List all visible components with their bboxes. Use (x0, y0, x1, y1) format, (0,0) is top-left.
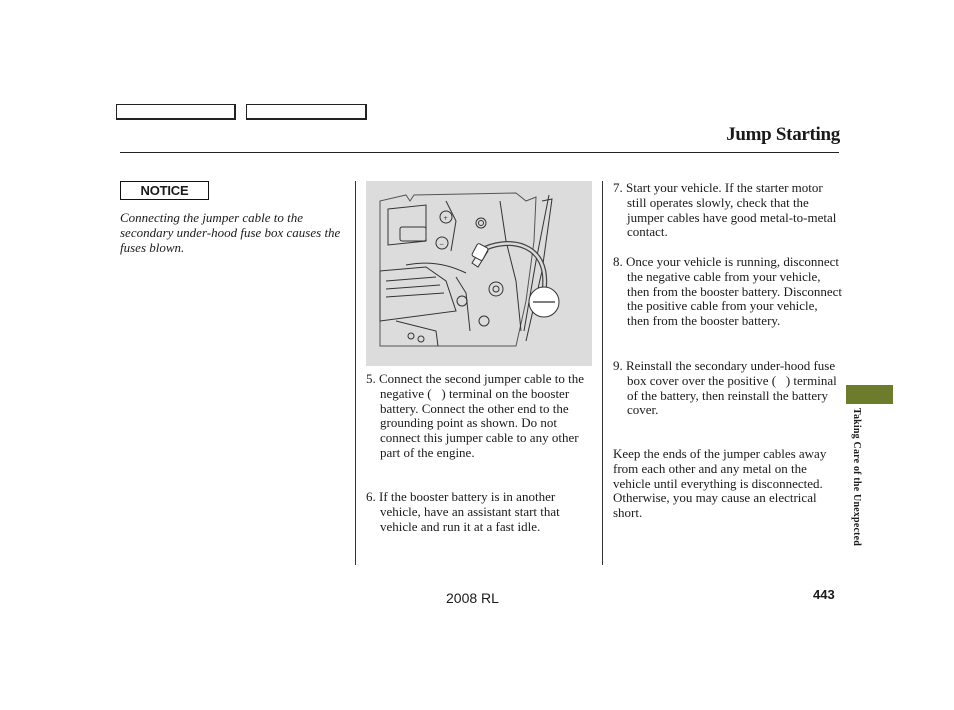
step-5: 5. Connect the second jumper cable to the negative ( ) terminal on the booster battery. Connect the other end to the grounding point as shown. Do not connect this jumper cable to any other part of the engine. (366, 371, 585, 460)
step-8: 8. Once your vehicle is running, disconnect the negative cable from your vehicle, then from the booster battery. Disconnect the positive cable from your vehicle, then from the booster battery. (613, 254, 843, 329)
step-9: 9. Reinstall the secondary under-hood fuse box cover over the positive ( ) terminal of the battery, then reinstall the battery cover. (613, 358, 837, 418)
svg-text:−: − (439, 241, 445, 248)
notice-badge: NOTICE (120, 181, 209, 200)
closing-paragraph: Keep the ends of the jumper cables away from each other and any metal on the vehicle until everything is disconnected. Otherwise, you may cause an electrical short. (613, 446, 827, 521)
engine-grounding-illustration (366, 181, 592, 366)
step-6: 6. If the booster battery is in another vehicle, have an assistant start that vehicle and run it at a fast idle. (366, 489, 560, 534)
nav-box-right[interactable] (246, 104, 367, 120)
svg-text:+: + (443, 215, 449, 222)
section-tab[interactable] (846, 385, 893, 404)
column-divider-right (602, 181, 603, 565)
page-number: 443 (813, 587, 835, 602)
section-label: Taking Care of the Unexpected (851, 408, 862, 547)
page-title: Jump Starting (726, 124, 840, 145)
column-divider-left (355, 181, 356, 565)
step-7: 7. Start your vehicle. If the starter motor still operates slowly, check that the jumper cables have good metal-to-metal contact. (613, 180, 837, 240)
nav-box-left[interactable] (116, 104, 236, 120)
model-label: 2008 RL (446, 590, 499, 606)
notice-text: Connecting the jumper cable to the secondary under-hood fuse box causes the fuses blown. (120, 210, 341, 255)
header-rule (120, 152, 839, 153)
